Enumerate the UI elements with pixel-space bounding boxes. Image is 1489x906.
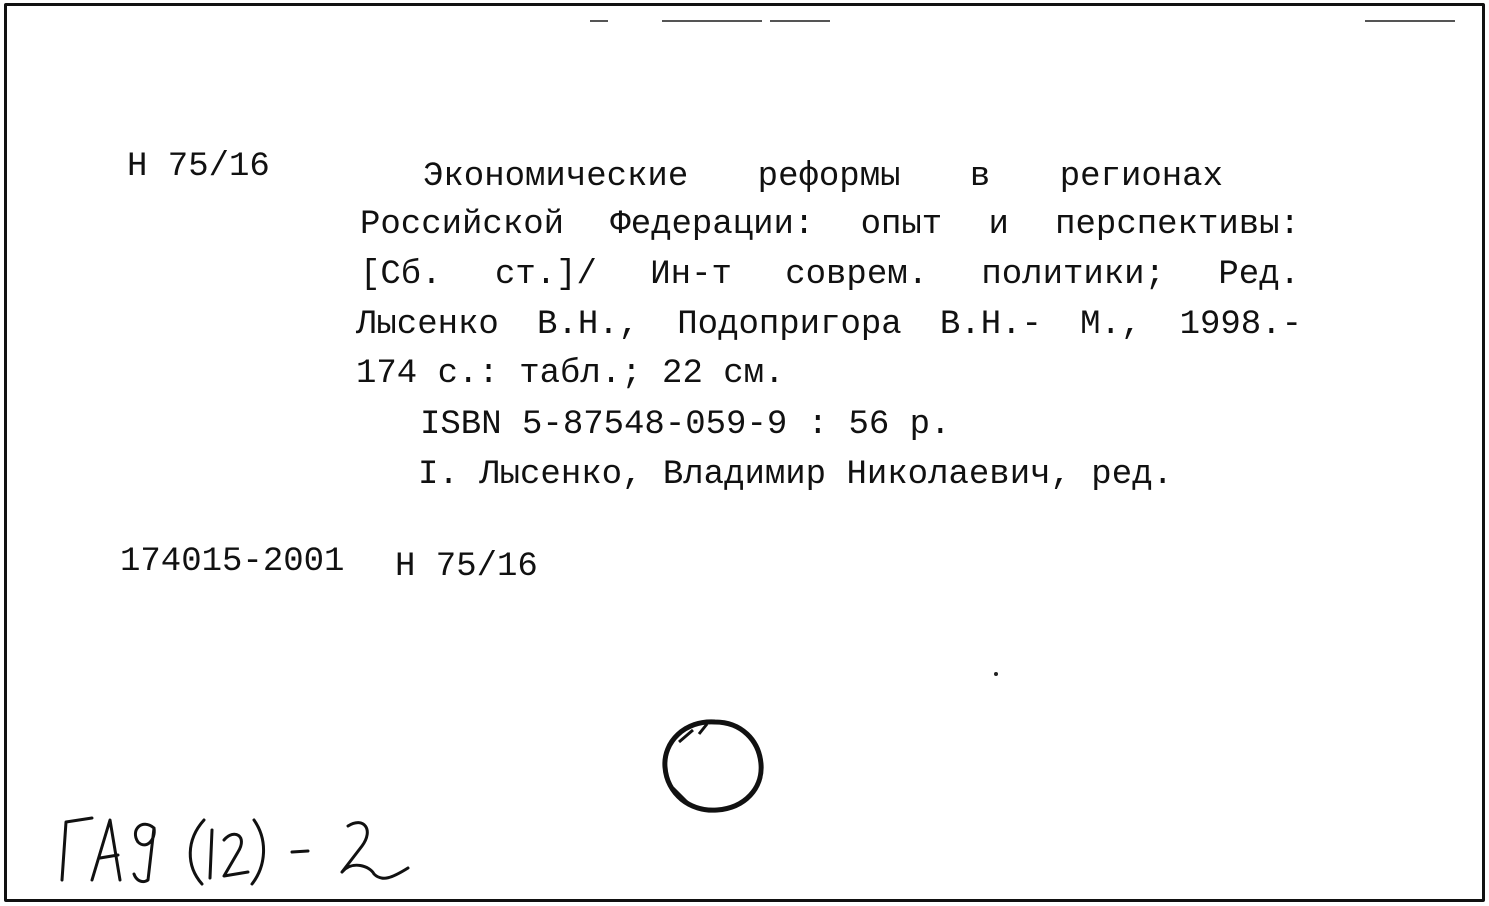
title-word: политики; bbox=[981, 256, 1165, 294]
top-edge-mark bbox=[662, 20, 762, 22]
added-entry: I. Лысенко, Владимир Николаевич, ред. bbox=[418, 456, 1173, 494]
title-word: реформы bbox=[757, 158, 901, 196]
isbn: ISBN 5-87548-059-9 : 56 р. bbox=[420, 406, 951, 444]
ink-speck bbox=[994, 672, 998, 676]
title-word: Федерации: bbox=[610, 206, 815, 244]
title-word: регионах bbox=[1059, 158, 1223, 196]
title-line-2 bbox=[360, 208, 1300, 242]
title-word: В.Н., bbox=[537, 306, 640, 344]
call-number-bottom: Н 75/16 bbox=[395, 548, 538, 586]
top-edge-mark bbox=[1365, 20, 1455, 22]
title-word: Экономические bbox=[423, 158, 689, 196]
title-word: В.Н.- bbox=[939, 306, 1042, 344]
title-word: Лысенко bbox=[356, 306, 499, 344]
top-edge-mark bbox=[590, 20, 608, 22]
title-word: опыт bbox=[860, 206, 943, 244]
title-word: [Сб. bbox=[360, 256, 442, 294]
title-word: Ин-т bbox=[650, 256, 732, 294]
call-number-top: Н 75/16 bbox=[127, 148, 270, 186]
title-word: ст.]/ bbox=[494, 256, 597, 294]
top-edge-mark bbox=[770, 20, 830, 22]
title-word: соврем. bbox=[785, 256, 929, 294]
title-word: Ред. bbox=[1218, 256, 1300, 294]
title-word: 1998.- bbox=[1179, 306, 1302, 344]
title-word: Российской bbox=[360, 206, 565, 244]
title-line-3 bbox=[360, 258, 1300, 292]
title-line-1 bbox=[423, 160, 1223, 194]
title-word: и bbox=[988, 206, 1009, 244]
title-word: в bbox=[969, 158, 991, 196]
title-word: перспективы: bbox=[1055, 206, 1300, 244]
collation: 174 с.: табл.; 22 см. bbox=[356, 355, 785, 393]
library-stamp bbox=[655, 712, 773, 820]
title-word: Подопригора bbox=[677, 306, 902, 344]
title-line-4 bbox=[356, 308, 1302, 342]
accession-number: 174015-2001 bbox=[120, 543, 345, 581]
title-word: М., bbox=[1080, 306, 1142, 344]
handwritten-shelfmark bbox=[52, 800, 432, 890]
